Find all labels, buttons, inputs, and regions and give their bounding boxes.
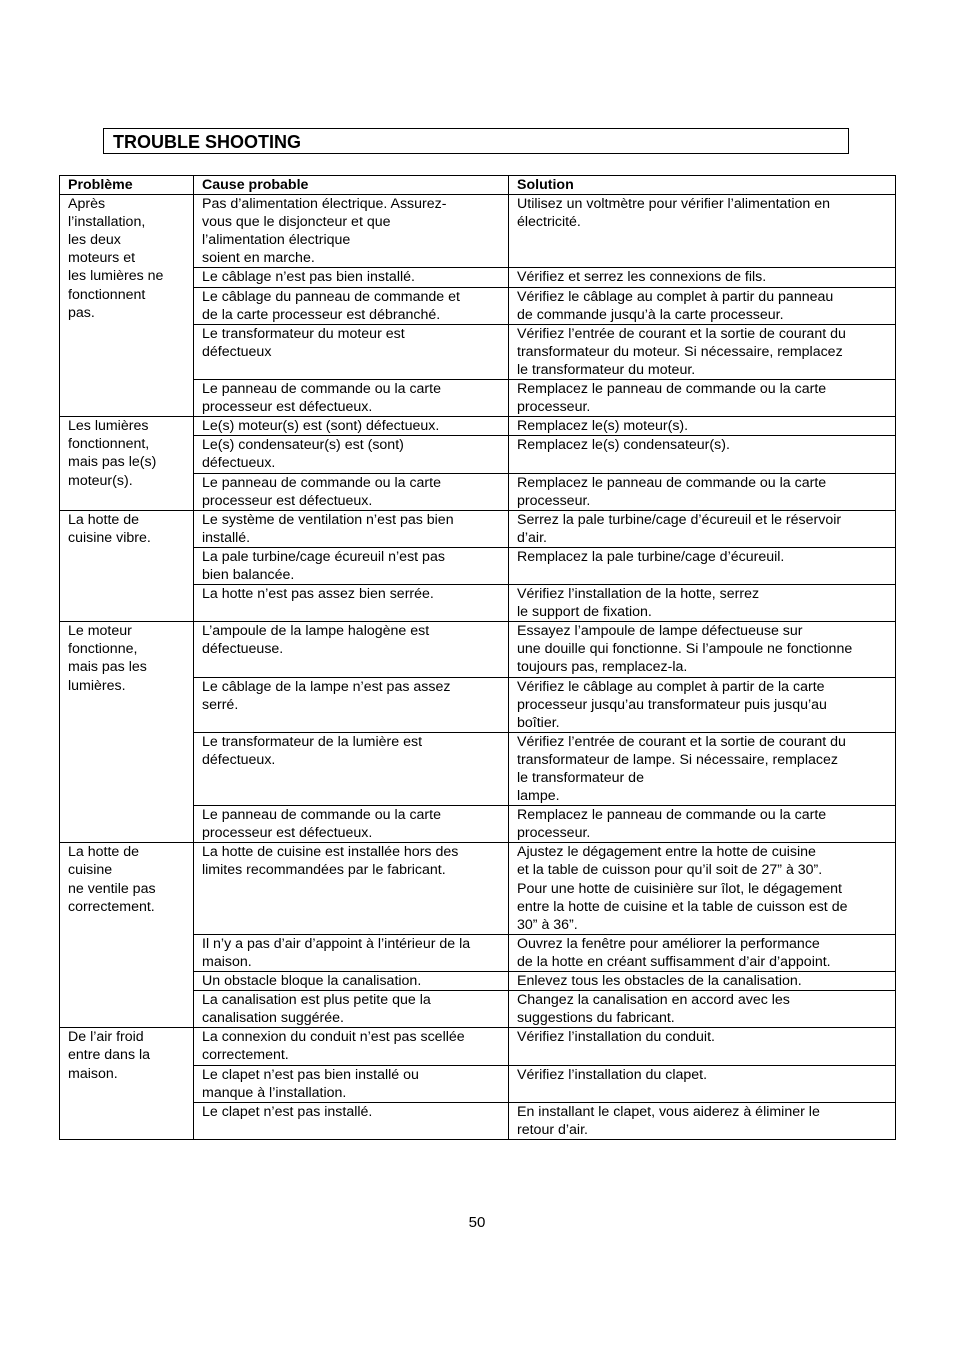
cause-cell: Le transformateur de la lumière est défectueux. (194, 732, 509, 805)
cause-cell: La canalisation est plus petite que la canalisation suggérée. (194, 991, 509, 1028)
solution-cell: Remplacez le(s) moteur(s). (509, 417, 896, 436)
problem-cell: Le moteur fonctionne, mais pas les lumières. (60, 622, 194, 843)
cause-cell: Il n’y a pas d’air d’appoint à l’intérieur de la maison. (194, 934, 509, 971)
cause-cell: Le(s) condensateur(s) est (sont) défectueux. (194, 436, 509, 473)
cause-cell: Le clapet n’est pas bien installé ou manque à l’installation. (194, 1065, 509, 1102)
cause-cell: Le clapet n’est pas installé. (194, 1102, 509, 1139)
solution-cell: Vérifiez l’entrée de courant et la sortie de courant du transformateur du moteur. Si nécessaire, remplacez le transformateur du moteur. (509, 324, 896, 379)
problem-cell: De l’air froid entre dans la maison. (60, 1028, 194, 1140)
solution-cell: Vérifiez l’installation de la hotte, serrez le support de fixation. (509, 585, 896, 622)
problem-cell: Après l’installation, les deux moteurs et les lumières ne fonctionnent pas. (60, 195, 194, 417)
problem-cell: Les lumières fonctionnent, mais pas le(s) moteur(s). (60, 417, 194, 510)
solution-cell: Remplacez la pale turbine/cage d’écureuil. (509, 547, 896, 584)
table-row (60, 1028, 896, 1065)
solution-cell: Utilisez un voltmètre pour vérifier l’alimentation en électricité. (509, 195, 896, 268)
cause-cell: Le(s) moteur(s) est (sont) défectueux. (194, 417, 509, 436)
cause-cell: Le câblage de la lampe n’est pas assez serré. (194, 677, 509, 732)
table-row (60, 510, 896, 547)
solution-cell: Remplacez le(s) condensateur(s). (509, 436, 896, 473)
table-row (60, 843, 896, 934)
solution-cell: Vérifiez l’entrée de courant et la sortie de courant du transformateur de lampe. Si nécessaire, remplacez le transformateur de lampe. (509, 732, 896, 805)
cause-cell: Le transformateur du moteur est défectueux (194, 324, 509, 379)
troubleshooting-table (59, 175, 896, 1140)
table-row (60, 195, 896, 268)
section-title-box (103, 128, 849, 154)
solution-cell: Vérifiez l’installation du clapet. (509, 1065, 896, 1102)
solution-cell: Enlevez tous les obstacles de la canalisation. (509, 972, 896, 991)
cause-cell: Le système de ventilation n’est pas bien installé. (194, 510, 509, 547)
table-header-row (60, 176, 896, 195)
solution-cell: Essayez l’ampoule de lampe défectueuse sur une douille qui fonctionne. Si l’ampoule ne fonctionne toujours pas, remplacez-la. (509, 622, 896, 677)
solution-cell: Changez la canalisation en accord avec les suggestions du fabricant. (509, 991, 896, 1028)
solution-cell: Vérifiez le câblage au complet à partir de la carte processeur jusqu’au transformateur puis jusqu’au boîtier. (509, 677, 896, 732)
table-row (60, 417, 896, 436)
solution-cell: Remplacez le panneau de commande ou la carte processeur. (509, 806, 896, 843)
solution-cell: Ajustez le dégagement entre la hotte de cuisine et la table de cuisson pour qu’il soit de 27” à 30”. Pour une hotte de cuisinière sur îlot, le dégagement entre la hotte de cuisine et la table de cuisson est de 30” à 36”. (509, 843, 896, 934)
cause-cell: Le panneau de commande ou la carte processeur est défectueux. (194, 806, 509, 843)
cause-cell: La hotte de cuisine est installée hors des limites recommandées par le fabricant. (194, 843, 509, 934)
cause-cell: L’ampoule de la lampe halogène est défectueuse. (194, 622, 509, 677)
header-solution: Solution (509, 176, 896, 195)
cause-cell: Le câblage du panneau de commande et de la carte processeur est débranché. (194, 287, 509, 324)
solution-cell: Remplacez le panneau de commande ou la carte processeur. (509, 380, 896, 417)
problem-cell: La hotte de cuisine vibre. (60, 510, 194, 622)
cause-cell: Un obstacle bloque la canalisation. (194, 972, 509, 991)
solution-cell: Remplacez le panneau de commande ou la carte processeur. (509, 473, 896, 510)
solution-cell: Vérifiez et serrez les connexions de fils. (509, 268, 896, 287)
header-cause: Cause probable (194, 176, 509, 195)
solution-cell: En installant le clapet, vous aiderez à éliminer le retour d’air. (509, 1102, 896, 1139)
problem-cell: La hotte de cuisine ne ventile pas correctement. (60, 843, 194, 1028)
solution-cell: Vérifiez l’installation du conduit. (509, 1028, 896, 1065)
section-title: TROUBLE SHOOTING (113, 132, 301, 152)
cause-cell: La hotte n’est pas assez bien serrée. (194, 585, 509, 622)
cause-cell: Pas d’alimentation électrique. Assurez- vous que le disjoncteur et que l’alimentation électrique soient en marche. (194, 195, 509, 268)
page-number: 50 (468, 1214, 486, 1231)
cause-cell: La pale turbine/cage écureuil n’est pas bien balancée. (194, 547, 509, 584)
solution-cell: Ouvrez la fenêtre pour améliorer la performance de la hotte en créant suffisamment d’air d’appoint. (509, 934, 896, 971)
cause-cell: Le panneau de commande ou la carte processeur est défectueux. (194, 473, 509, 510)
table-body (60, 195, 896, 1140)
cause-cell: Le câblage n’est pas bien installé. (194, 268, 509, 287)
header-probleme: Problème (60, 176, 194, 195)
solution-cell: Vérifiez le câblage au complet à partir du panneau de commande jusqu’à la carte processeur. (509, 287, 896, 324)
solution-cell: Serrez la pale turbine/cage d’écureuil et le réservoir d’air. (509, 510, 896, 547)
table-row (60, 622, 896, 677)
cause-cell: La connexion du conduit n’est pas scellée correctement. (194, 1028, 509, 1065)
cause-cell: Le panneau de commande ou la carte processeur est défectueux. (194, 380, 509, 417)
